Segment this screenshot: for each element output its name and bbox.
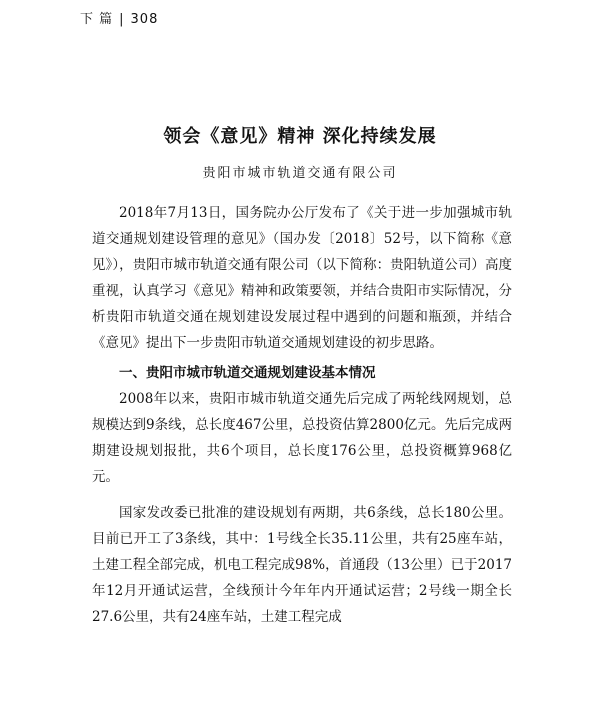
article-title: 领会《意见》精神 深化持续发展 <box>163 126 437 147</box>
intro-paragraph: 2018年7月13日，国务院办公厅发布了《关于进一步加强城市轨道交通规划建设管理的意见》（国办发〔2018〕52号，以下简称《意见》），贵阳市城市轨道交通有限公司（以下简称：贵阳轨道公司）高度重视，认真学习《意见》精神和政策要领，并结合贵阳市实际情况，分析贵阳市轨道交通在规划建设发展过程中遇到的问题和瓶颈，并结合《意见》提出下一步贵阳市轨道交通规划建设的初步思路。 <box>92 205 512 351</box>
header-separator: | <box>119 12 125 27</box>
body-paragraph: 2008年以来，贵阳市城市轨道交通先后完成了两轮线网规划，总规模达到9条线，总长度467公里，总投资估算2800亿元。先后完成两期建设规划报批，共6个项目，总长度176公里，总投资概算968亿元。 <box>92 391 512 485</box>
body-paragraph: 国家发改委已批准的建设规划有两期，共6条线，总长180公里。目前已开工了3条线，其中：1号线全长35.11公里，共有25座车站，土建工程全部完成，机电工程完成98%，首通段（13公里）已于2017年12月开通试运营，全线预计今年年内开通试运营；2号线一期全长27.6公里，共有24座车站，土建工程完成 <box>92 505 512 625</box>
page-number: 308 <box>130 12 159 27</box>
running-header <box>80 8 158 27</box>
section-heading: 一、贵阳市城市轨道交通规划建设基本情况 <box>119 365 376 381</box>
article-body <box>92 200 512 630</box>
section-label: 下 篇 <box>80 12 114 27</box>
article-author: 贵阳市城市轨道交通有限公司 <box>202 166 398 181</box>
